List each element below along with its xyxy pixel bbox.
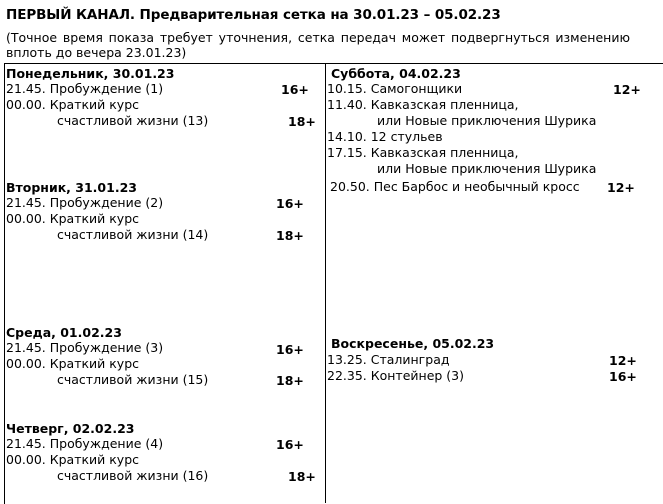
program-item: 17.15. Кавказская пленница, [327, 145, 519, 160]
age-rating-badge: 12+ [609, 353, 637, 368]
program-item: 20.50. Пес Барбос и необычный кросс [330, 179, 580, 194]
day-heading-sunday: Воскресенье, 05.02.23 [331, 336, 495, 351]
program-item: 11.40. Кавказская пленница, [327, 97, 519, 112]
age-rating-badge: 16+ [276, 196, 304, 211]
day-heading-tuesday: Вторник, 31.01.23 [6, 180, 137, 195]
program-item: 22.35. Контейнер (3) [327, 368, 464, 383]
age-rating-badge: 16+ [609, 369, 637, 384]
column-divider [325, 63, 326, 503]
program-item-continuation: счастливой жизни (14) [57, 227, 209, 242]
day-heading-saturday: Суббота, 04.02.23 [331, 66, 461, 81]
age-rating-badge: 18+ [276, 228, 304, 243]
program-item: 10.15. Самогонщики [327, 81, 463, 96]
age-rating-badge: 16+ [276, 342, 304, 357]
age-rating-badge: 16+ [276, 437, 304, 452]
program-item: 00.00. Краткий курс [6, 356, 140, 371]
day-heading-monday: Понедельник, 30.01.23 [6, 66, 175, 81]
program-item-continuation: или Новые приключения Шурика [377, 161, 597, 176]
program-item: 21.45. Пробуждение (2) [6, 195, 164, 210]
day-heading-thursday: Четверг, 02.02.23 [6, 421, 135, 436]
program-item: 00.00. Краткий курс [6, 452, 140, 467]
program-item-continuation: счастливой жизни (15) [57, 372, 209, 387]
program-item-continuation: счастливой жизни (16) [57, 468, 209, 483]
age-rating-badge: 18+ [276, 373, 304, 388]
age-rating-badge: 18+ [288, 469, 316, 484]
program-item: 21.45. Пробуждение (1) [6, 81, 164, 96]
age-rating-badge: 12+ [613, 82, 641, 97]
program-item: 21.45. Пробуждение (3) [6, 340, 164, 355]
program-item: 00.00. Краткий курс [6, 211, 140, 226]
program-item: 14.10. 12 стульев [327, 129, 443, 144]
day-heading-wednesday: Среда, 01.02.23 [6, 325, 122, 340]
program-item: 00.00. Краткий курс [6, 97, 140, 112]
program-item: 13.25. Сталинград [327, 352, 450, 367]
age-rating-badge: 18+ [288, 114, 316, 129]
program-item: 21.45. Пробуждение (4) [6, 436, 164, 451]
age-rating-badge: 12+ [607, 180, 635, 195]
program-item-continuation: или Новые приключения Шурика [377, 113, 597, 128]
program-item-continuation: счастливой жизни (13) [57, 113, 209, 128]
schedule-note: (Точное время показа требует уточнения, сетка передач может подвергнуться изменению вплоть до вечера 23.01.23) [6, 30, 630, 60]
age-rating-badge: 16+ [281, 82, 309, 97]
page-title: ПЕРВЫЙ КАНАЛ. Предварительная сетка на 30.01.23 – 05.02.23 [6, 7, 501, 23]
